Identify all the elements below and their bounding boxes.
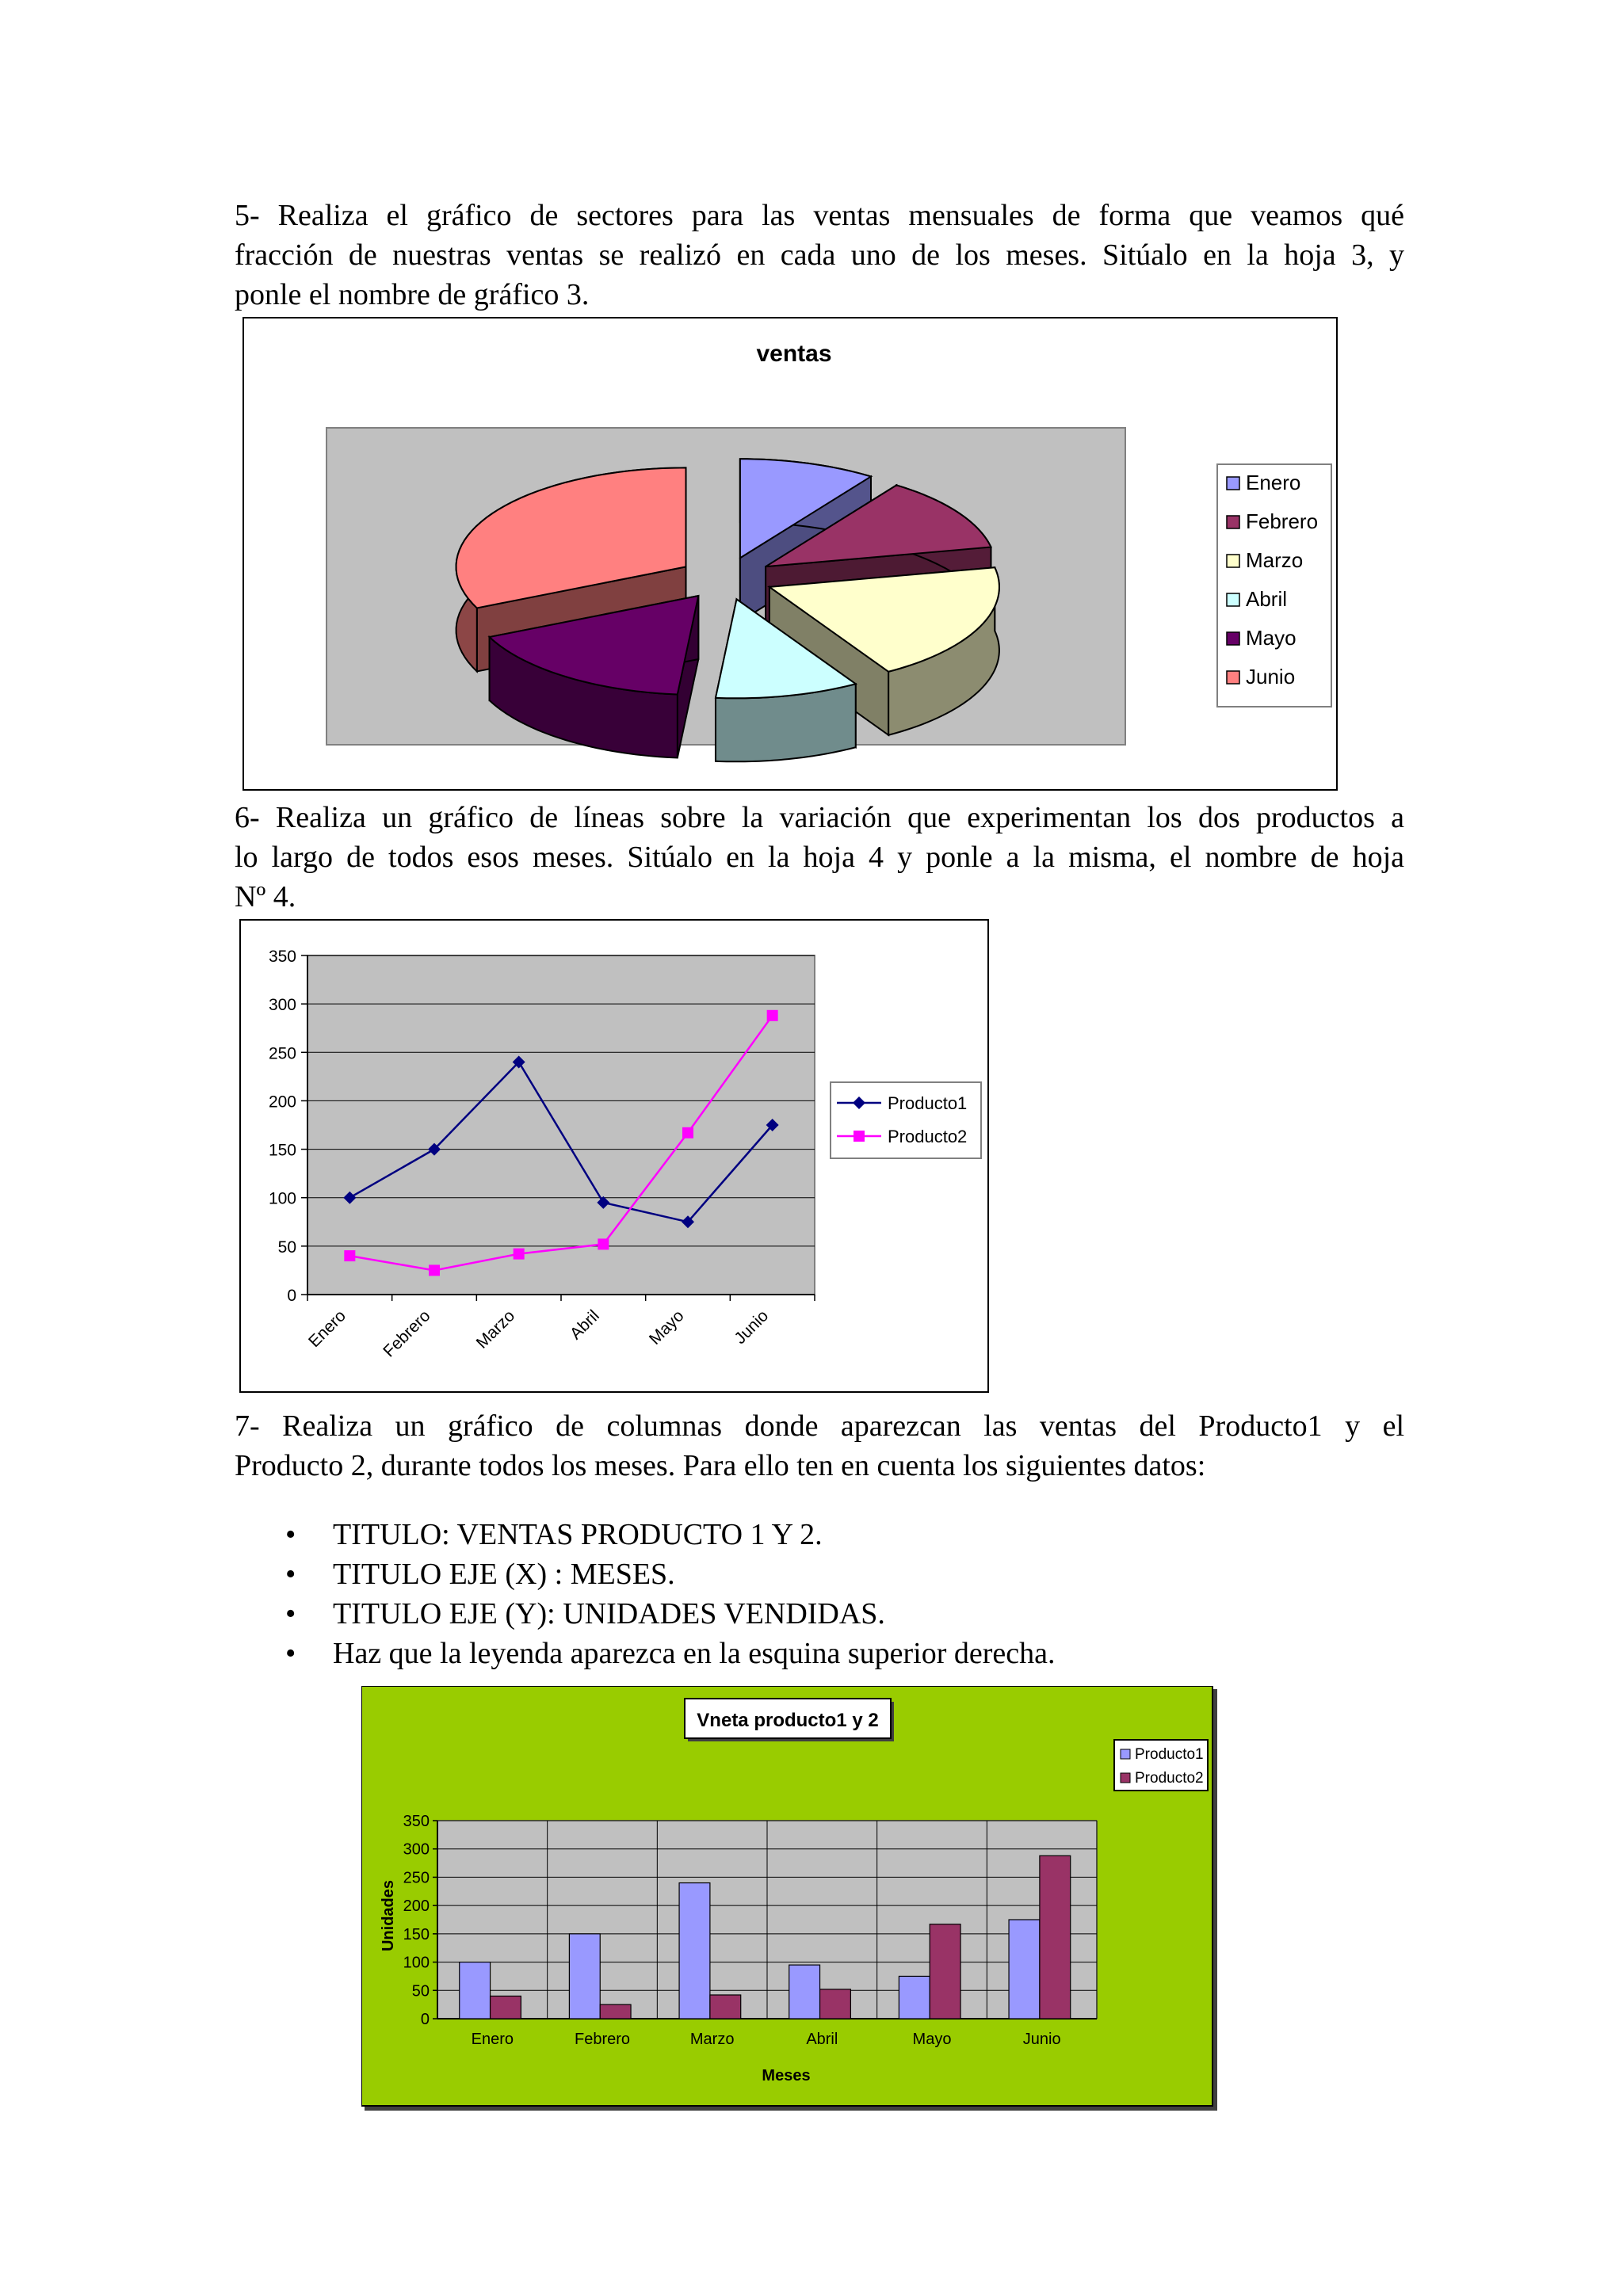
y-tick-label: 350 <box>403 1813 430 1830</box>
bullet-icon: • <box>285 1518 296 1551</box>
x-tick-label: Enero <box>304 1306 349 1352</box>
bar-producto1 <box>1009 1920 1040 2019</box>
legend-label: Junio <box>1246 665 1296 688</box>
y-tick-label: 300 <box>403 1840 430 1859</box>
x-tick-label: Marzo <box>472 1306 519 1352</box>
legend-swatch <box>1227 632 1239 645</box>
bar-producto2 <box>930 1924 960 2019</box>
text-line: 6- Realiza un gráfico de líneas sobre la variación que experimentan los dos productos a <box>235 801 1404 834</box>
legend-swatch <box>1227 671 1239 684</box>
x-tick-label: Junio <box>1022 2031 1061 2048</box>
list-item-text: TITULO EJE (Y): UNIDADES VENDIDAS. <box>333 1597 885 1630</box>
legend-label: Abril <box>1246 587 1288 611</box>
x-tick-label: Febrero <box>380 1306 434 1361</box>
x-tick-label: Enero <box>471 2031 514 2048</box>
y-tick-label: 100 <box>268 1189 296 1208</box>
legend-swatch <box>1227 593 1239 606</box>
y-tick-label: 150 <box>268 1141 296 1160</box>
data-point <box>767 1010 778 1021</box>
list-item-text: Haz que la leyenda aparezca en la esquina superior derecha. <box>333 1637 1056 1670</box>
pie-chart-title: ventas <box>756 341 832 367</box>
pie-legend <box>1217 464 1331 707</box>
column-chart-title: Vneta producto1 y 2 <box>697 1710 879 1731</box>
bar-producto2 <box>600 2004 631 2019</box>
section-7-text <box>235 1406 1404 1486</box>
bullet-icon: • <box>285 1637 296 1670</box>
legend-swatch <box>1227 555 1239 567</box>
y-tick-label: 200 <box>403 1897 430 1916</box>
y-tick-label: 250 <box>268 1044 296 1063</box>
legend-label: Producto1 <box>888 1093 968 1113</box>
data-point <box>429 1264 440 1276</box>
bar-producto1 <box>679 1883 710 2019</box>
x-tick-label: Mayo <box>912 2031 952 2048</box>
y-tick-label: 200 <box>268 1093 296 1112</box>
list-item-text: TITULO EJE (X) : MESES. <box>333 1558 675 1591</box>
list-item-text: TITULO: VENTAS PRODUCTO 1 Y 2. <box>333 1518 823 1551</box>
column-y-axis-title: Unidades <box>380 1879 397 1952</box>
line-legend <box>831 1082 981 1158</box>
column-x-axis-title: Meses <box>762 2067 811 2084</box>
legend-label: Producto1 <box>1135 1746 1204 1763</box>
column-chart <box>361 1686 1220 2114</box>
y-tick-label: 50 <box>277 1238 296 1257</box>
legend-swatch <box>1121 1749 1130 1759</box>
text-line: ponle el nombre de gráfico 3. <box>235 278 590 311</box>
legend-swatch <box>1121 1773 1130 1783</box>
text-line: 5- Realiza el gráfico de sectores para las ventas mensuales de forma que veamos qué <box>235 199 1404 232</box>
text-line: fracción de nuestras ventas se realizó en cada uno de los meses. Sitúalo en la hoja 3, y <box>235 238 1404 272</box>
x-tick-label: Junio <box>731 1306 773 1348</box>
bar-producto2 <box>820 1989 851 2019</box>
section-6-text <box>235 798 1404 917</box>
legend-label: Enero <box>1246 471 1301 494</box>
section-5-text <box>235 196 1404 315</box>
list-item <box>279 1554 1388 1594</box>
legend-marker <box>854 1131 865 1142</box>
bullet-icon: • <box>285 1597 296 1630</box>
list-item <box>279 1515 1388 1554</box>
requirements-list <box>279 1515 1388 1673</box>
line-chart <box>239 919 989 1393</box>
x-tick-label: Abril <box>566 1306 603 1344</box>
legend-label: Mayo <box>1246 626 1296 650</box>
legend-label: Febrero <box>1246 509 1319 533</box>
bar-producto1 <box>569 1934 600 2019</box>
legend-label: Marzo <box>1246 548 1304 572</box>
text-line: lo largo de todos esos meses. Sitúalo en la hoja 4 y ponle a la misma, el nombre de hoja <box>235 841 1404 874</box>
bar-producto2 <box>1040 1855 1071 2019</box>
bullet-icon: • <box>285 1558 296 1591</box>
x-tick-label: Mayo <box>645 1306 688 1348</box>
legend-swatch <box>1227 516 1239 528</box>
text-line: Nº 4. <box>235 880 296 913</box>
data-point <box>344 1250 355 1261</box>
legend-swatch <box>1227 477 1239 490</box>
list-item <box>279 1594 1388 1634</box>
pie-chart <box>242 317 1338 791</box>
bar-producto2 <box>491 1996 521 2019</box>
y-tick-label: 150 <box>403 1925 430 1943</box>
y-tick-label: 300 <box>268 996 296 1015</box>
x-tick-label: Abril <box>806 2031 838 2048</box>
x-tick-label: Febrero <box>574 2031 631 2048</box>
bar-producto1 <box>789 1965 820 2019</box>
list-item <box>279 1634 1388 1673</box>
bar-producto2 <box>710 1995 741 2019</box>
column-legend <box>1114 1740 1208 1791</box>
legend-label: Producto2 <box>1135 1770 1204 1787</box>
y-tick-label: 0 <box>287 1287 296 1305</box>
line-plot-area <box>307 955 815 1295</box>
bar-producto1 <box>899 1976 930 2019</box>
data-point <box>682 1127 693 1138</box>
bar-producto1 <box>460 1962 491 2019</box>
y-tick-label: 50 <box>411 1982 430 2000</box>
y-tick-label: 100 <box>403 1954 430 1972</box>
x-tick-label: Marzo <box>689 2031 735 2048</box>
text-line: 7- Realiza un gráfico de columnas donde aparezcan las ventas del Producto1 y el <box>235 1409 1404 1443</box>
data-point <box>514 1249 525 1260</box>
legend-label: Producto2 <box>888 1127 968 1146</box>
y-tick-label: 350 <box>268 948 296 966</box>
y-tick-label: 250 <box>403 1869 430 1887</box>
data-point <box>598 1238 609 1249</box>
text-line: Producto 2, durante todos los meses. Para ello ten en cuenta los siguientes datos: <box>235 1449 1206 1482</box>
y-tick-label: 0 <box>420 2011 430 2028</box>
